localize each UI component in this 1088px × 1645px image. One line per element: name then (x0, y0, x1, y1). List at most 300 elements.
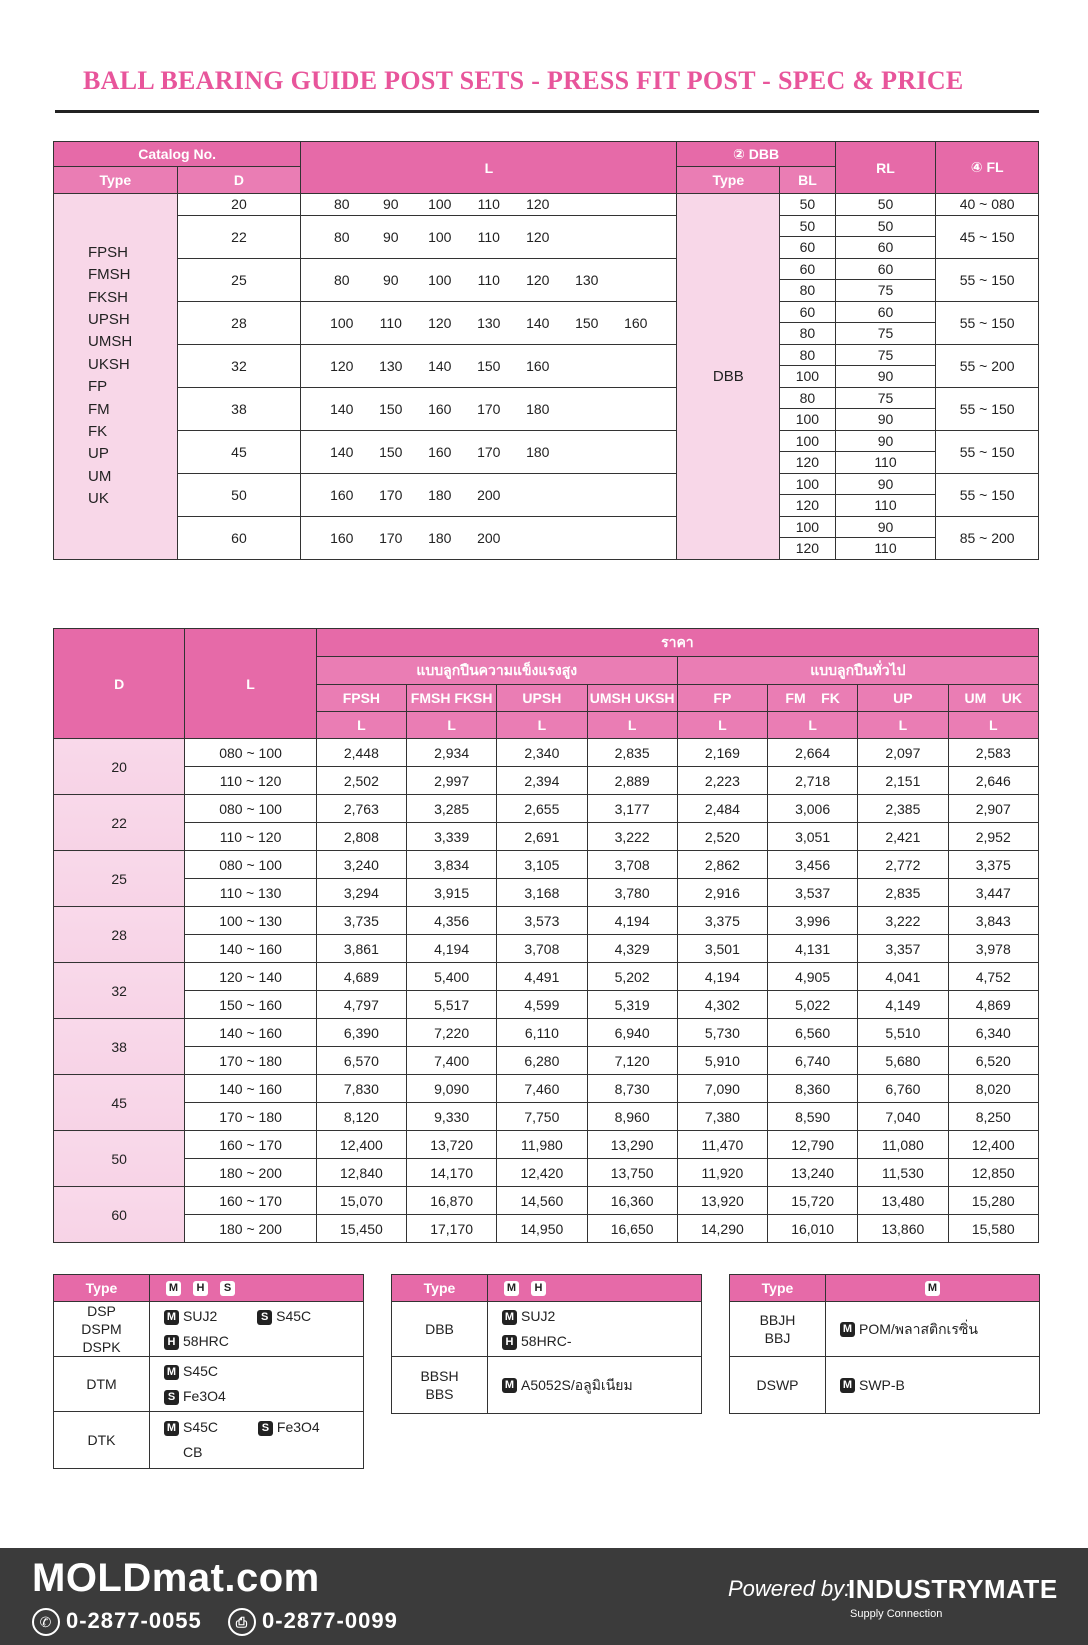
d-value: 25 (177, 258, 301, 301)
price-cell: 13,860 (858, 1215, 948, 1243)
rl-value: 60 (835, 258, 936, 280)
hardness: 58HRC (183, 1333, 229, 1349)
footer-bar (0, 1548, 1088, 1645)
price-cell: 8,250 (948, 1103, 1039, 1131)
price-cell: 5,730 (677, 1019, 767, 1047)
price-cell: 11,980 (497, 1131, 587, 1159)
price-cell: 7,120 (587, 1047, 677, 1075)
price-d-value: 32 (54, 963, 185, 1019)
price-cell: 6,390 (316, 1019, 406, 1047)
price-cell: 15,280 (948, 1187, 1039, 1215)
d-value: 20 (177, 194, 301, 216)
price-l-range: 140 ~ 160 (185, 935, 316, 963)
price-cell: 8,960 (587, 1103, 677, 1131)
material: S45C (276, 1308, 312, 1324)
fl-value: 40 ~ 080 (936, 194, 1039, 216)
price-cell: 3,456 (768, 851, 858, 879)
rl-value: 50 (835, 194, 936, 216)
price-cell: 2,520 (677, 823, 767, 851)
price-row (54, 935, 1039, 963)
price-cell: 3,339 (407, 823, 497, 851)
l-value: 180 (428, 529, 452, 546)
type-code: FKSH (88, 288, 129, 306)
l-value: 100 (330, 314, 354, 331)
price-row (54, 1019, 1039, 1047)
l-value: 120 (526, 228, 550, 245)
price-l-range: 150 ~ 160 (185, 991, 316, 1019)
price-cell: 3,051 (768, 823, 858, 851)
spec-row (54, 301, 1039, 323)
m-badge-icon: M (840, 1322, 855, 1337)
price-row (54, 879, 1039, 907)
l-value: 160 (428, 400, 452, 417)
price-cell: 3,177 (587, 795, 677, 823)
catalog-no-header: Catalog No. (54, 142, 301, 167)
bl-value: 80 (780, 344, 836, 366)
m3-row1-spec (826, 1302, 1040, 1357)
material: SUJ2 (183, 1308, 218, 1324)
industrymate-tagline: Supply Connection (850, 1608, 943, 1620)
price-sub-header: L (858, 712, 948, 739)
l-value: 120 (526, 271, 550, 288)
price-l-range: 080 ~ 100 (185, 851, 316, 879)
price-cell: 3,168 (497, 879, 587, 907)
price-l-range: 180 ~ 200 (185, 1159, 316, 1187)
price-cell: 8,120 (316, 1103, 406, 1131)
price-cell: 3,105 (497, 851, 587, 879)
bl-value: 60 (780, 301, 836, 323)
price-cell: 2,862 (677, 851, 767, 879)
l-value: 80 (333, 196, 350, 213)
m3-badges (826, 1275, 1040, 1302)
price-cell: 4,302 (677, 991, 767, 1019)
spec-row (54, 430, 1039, 452)
price-cell: 8,020 (948, 1075, 1039, 1103)
price-l-range: 110 ~ 120 (185, 823, 316, 851)
l-values (301, 430, 677, 473)
price-cell: 3,375 (948, 851, 1039, 879)
price-cell: 7,750 (497, 1103, 587, 1131)
fl-value: 55 ~ 150 (936, 258, 1039, 301)
price-cell: 13,920 (677, 1187, 767, 1215)
price-cell: 9,090 (407, 1075, 497, 1103)
price-l-range: 170 ~ 180 (185, 1047, 316, 1075)
price-cell: 4,905 (768, 963, 858, 991)
price-cell: 2,583 (948, 739, 1039, 767)
l-value: 160 (428, 443, 452, 460)
price-cell: 5,910 (677, 1047, 767, 1075)
price-cell: 15,580 (948, 1215, 1039, 1243)
bl-value: 100 (780, 516, 836, 538)
l-value: 80 (333, 228, 350, 245)
type-code: FM (88, 400, 110, 418)
price-sub-header: L (677, 712, 767, 739)
price-cell: 4,149 (858, 991, 948, 1019)
material: POM/พลาสติกเรซิ่น (859, 1320, 978, 1337)
l-value: 80 (333, 271, 350, 288)
price-d-value: 45 (54, 1075, 185, 1131)
price-l-range: 160 ~ 170 (185, 1187, 316, 1215)
price-cell: 13,290 (587, 1131, 677, 1159)
m1-row3-spec (150, 1412, 364, 1469)
price-l-header: L (185, 629, 316, 739)
price-l-range: 140 ~ 160 (185, 1019, 316, 1047)
price-l-range: 110 ~ 130 (185, 879, 316, 907)
type-code: UK (88, 490, 109, 508)
price-cell: 2,691 (497, 823, 587, 851)
rl-value: 60 (835, 237, 936, 259)
dbb-type-header: Type (677, 167, 780, 194)
price-cell: 5,319 (587, 991, 677, 1019)
price-row (54, 851, 1039, 879)
price-cell: 11,920 (677, 1159, 767, 1187)
bl-header: BL (780, 167, 836, 194)
surface: Fe3O4 (183, 1388, 226, 1404)
m-badge-icon: M (502, 1310, 517, 1325)
bl-value: 80 (780, 387, 836, 409)
l-values (301, 194, 677, 216)
l-value: 90 (382, 271, 399, 288)
rl-value: 110 (835, 538, 936, 560)
price-cell: 2,502 (316, 767, 406, 795)
m3-type-header: Type (730, 1275, 826, 1302)
rl-value: 90 (835, 409, 936, 431)
rl-value: 75 (835, 387, 936, 409)
type-code: UKSH (88, 355, 130, 373)
price-header: ราคา (316, 629, 1038, 657)
price-row (54, 1047, 1039, 1075)
price-cell: 2,448 (316, 739, 406, 767)
price-col-header: UM UK (948, 685, 1039, 712)
spec-row (54, 258, 1039, 280)
l-value: 130 (477, 314, 501, 331)
price-l-range: 140 ~ 160 (185, 1075, 316, 1103)
price-cell: 3,294 (316, 879, 406, 907)
m1-type-header: Type (54, 1275, 150, 1302)
price-row (54, 907, 1039, 935)
l-values (301, 516, 677, 559)
l-value: 90 (382, 228, 399, 245)
l-value: 120 (330, 357, 354, 374)
price-cell: 14,290 (677, 1215, 767, 1243)
l-value: 170 (379, 529, 403, 546)
dbb-type-value: DBB (677, 194, 780, 560)
price-cell: 3,285 (407, 795, 497, 823)
price-cell: 7,040 (858, 1103, 948, 1131)
price-cell: 2,646 (948, 767, 1039, 795)
rl-value: 75 (835, 323, 936, 345)
price-cell: 4,329 (587, 935, 677, 963)
price-cell: 5,680 (858, 1047, 948, 1075)
price-row (54, 739, 1039, 767)
price-row (54, 1131, 1039, 1159)
price-col-header: FPSH (316, 685, 406, 712)
price-row (54, 1103, 1039, 1131)
price-table (53, 628, 1039, 1243)
price-cell: 2,934 (407, 739, 497, 767)
m1-row2-spec (150, 1357, 364, 1412)
price-row (54, 767, 1039, 795)
price-cell: 4,194 (587, 907, 677, 935)
rl-value: 75 (835, 344, 936, 366)
bl-value: 120 (780, 452, 836, 474)
price-cell: 2,835 (858, 879, 948, 907)
price-cell: 6,570 (316, 1047, 406, 1075)
s-badge-icon: S (257, 1310, 272, 1325)
price-cell: 3,501 (677, 935, 767, 963)
price-cell: 16,650 (587, 1215, 677, 1243)
m-badge-icon: M (166, 1281, 181, 1296)
bl-value: 60 (780, 237, 836, 259)
l-value: 90 (382, 196, 399, 213)
price-d-value: 50 (54, 1131, 185, 1187)
l-value: 120 (526, 196, 550, 213)
l-values (301, 387, 677, 430)
price-cell: 4,194 (407, 935, 497, 963)
price-cell: 9,330 (407, 1103, 497, 1131)
price-cell: 12,790 (768, 1131, 858, 1159)
l-value: 170 (477, 400, 501, 417)
phone-number[interactable]: 0-2877-0055 (66, 1608, 202, 1633)
price-cell: 2,664 (768, 739, 858, 767)
surface-note: CB (183, 1444, 203, 1460)
d-header: D (177, 167, 301, 194)
price-cell: 6,520 (948, 1047, 1039, 1075)
price-l-range: 160 ~ 170 (185, 1131, 316, 1159)
price-d-value: 38 (54, 1019, 185, 1075)
m1-row3-type: DTK (54, 1412, 150, 1469)
price-d-value: 22 (54, 795, 185, 851)
price-l-range: 170 ~ 180 (185, 1103, 316, 1131)
material-table-1 (53, 1274, 364, 1469)
price-col-header: FP (677, 685, 767, 712)
l-value: 180 (526, 400, 550, 417)
group-normal-header: แบบลูกปืนทั่วไป (677, 657, 1038, 685)
price-cell: 3,573 (497, 907, 587, 935)
l-header: L (301, 142, 677, 194)
l-value: 120 (428, 314, 452, 331)
type-code: UMSH (88, 333, 133, 351)
price-sub-header: L (497, 712, 587, 739)
bl-value: 80 (780, 323, 836, 345)
s-badge-icon: S (220, 1281, 235, 1296)
price-cell: 3,006 (768, 795, 858, 823)
price-cell: 13,720 (407, 1131, 497, 1159)
material: S45C (183, 1419, 219, 1435)
price-cell: 11,470 (677, 1131, 767, 1159)
price-row (54, 963, 1039, 991)
m-badge-icon: M (164, 1365, 179, 1380)
m-badge-icon: M (925, 1281, 940, 1296)
m2-row2-type: BBSH BBS (392, 1357, 488, 1414)
price-cell: 2,772 (858, 851, 948, 879)
price-cell: 4,689 (316, 963, 406, 991)
price-cell: 6,280 (497, 1047, 587, 1075)
fl-value: 85 ~ 200 (936, 516, 1039, 559)
rl-value: 50 (835, 215, 936, 237)
m-badge-icon: M (504, 1281, 519, 1296)
price-cell: 13,750 (587, 1159, 677, 1187)
price-cell: 12,400 (316, 1131, 406, 1159)
m1-row1-type: DSP DSPM DSPK (54, 1302, 150, 1357)
price-cell: 3,780 (587, 879, 677, 907)
price-cell: 2,997 (407, 767, 497, 795)
h-badge-icon: H (193, 1281, 208, 1296)
price-cell: 6,740 (768, 1047, 858, 1075)
m3-row2-type: DSWP (730, 1357, 826, 1414)
l-values (301, 301, 677, 344)
rl-value: 110 (835, 452, 936, 474)
price-cell: 7,220 (407, 1019, 497, 1047)
price-col-header: UPSH (497, 685, 587, 712)
d-value: 60 (177, 516, 301, 559)
l-value: 170 (477, 443, 501, 460)
spec-row (54, 215, 1039, 237)
price-cell: 4,491 (497, 963, 587, 991)
price-l-range: 110 ~ 120 (185, 767, 316, 795)
contact-info (32, 1608, 398, 1636)
price-cell: 3,708 (497, 935, 587, 963)
type-code: FPSH (88, 243, 129, 261)
price-cell: 3,222 (858, 907, 948, 935)
price-cell: 13,480 (858, 1187, 948, 1215)
price-cell: 3,978 (948, 935, 1039, 963)
l-value: 110 (379, 314, 402, 331)
h-badge-icon: H (531, 1281, 546, 1296)
price-cell: 12,420 (497, 1159, 587, 1187)
price-cell: 12,400 (948, 1131, 1039, 1159)
price-cell: 4,599 (497, 991, 587, 1019)
l-value: 160 (526, 357, 550, 374)
price-cell: 2,916 (677, 879, 767, 907)
price-col-header: FM FK (768, 685, 858, 712)
l-value: 130 (575, 271, 599, 288)
d-value: 38 (177, 387, 301, 430)
price-cell: 3,357 (858, 935, 948, 963)
price-cell: 3,861 (316, 935, 406, 963)
l-value: 170 (379, 486, 403, 503)
m-badge-icon: M (502, 1378, 517, 1393)
price-cell: 4,041 (858, 963, 948, 991)
l-value: 110 (477, 228, 500, 245)
fl-value: 55 ~ 150 (936, 473, 1039, 516)
l-value: 140 (330, 443, 354, 460)
l-value: 150 (379, 400, 403, 417)
price-cell: 16,870 (407, 1187, 497, 1215)
bl-value: 120 (780, 538, 836, 560)
price-row (54, 1075, 1039, 1103)
price-cell: 15,070 (316, 1187, 406, 1215)
bl-value: 100 (780, 409, 836, 431)
price-cell: 4,869 (948, 991, 1039, 1019)
price-row (54, 1187, 1039, 1215)
h-badge-icon: H (502, 1335, 517, 1350)
fl-value: 55 ~ 150 (936, 387, 1039, 430)
l-value: 160 (330, 529, 354, 546)
bl-value: 120 (780, 495, 836, 517)
m-badge-icon: M (164, 1310, 179, 1325)
fl-value: 55 ~ 200 (936, 344, 1039, 387)
rl-value: 90 (835, 366, 936, 388)
spec-row (54, 387, 1039, 409)
price-cell: 3,222 (587, 823, 677, 851)
rl-header: RL (835, 142, 936, 194)
m1-row1-spec (150, 1302, 364, 1357)
price-d-value: 60 (54, 1187, 185, 1243)
bl-value: 100 (780, 430, 836, 452)
l-value: 150 (477, 357, 501, 374)
rl-value: 75 (835, 280, 936, 302)
price-cell: 2,340 (497, 739, 587, 767)
price-cell: 6,110 (497, 1019, 587, 1047)
price-cell: 2,223 (677, 767, 767, 795)
price-cell: 11,530 (858, 1159, 948, 1187)
price-cell: 3,843 (948, 907, 1039, 935)
l-value: 100 (428, 271, 452, 288)
price-cell: 3,240 (316, 851, 406, 879)
industrymate-logo[interactable]: INDUSTRYMATE (848, 1574, 1058, 1604)
price-cell: 5,510 (858, 1019, 948, 1047)
l-values (301, 473, 677, 516)
m-badge-icon: M (164, 1421, 179, 1436)
type-code: UP (88, 445, 109, 463)
price-cell: 5,517 (407, 991, 497, 1019)
price-cell: 7,400 (407, 1047, 497, 1075)
price-cell: 6,340 (948, 1019, 1039, 1047)
price-cell: 16,360 (587, 1187, 677, 1215)
m3-row1-type: BBJH BBJ (730, 1302, 826, 1357)
fax-icon: ⎙ (228, 1608, 256, 1636)
price-cell: 6,560 (768, 1019, 858, 1047)
l-value: 130 (379, 357, 403, 374)
price-d-header: D (54, 629, 185, 739)
price-cell: 2,385 (858, 795, 948, 823)
price-cell: 3,537 (768, 879, 858, 907)
price-cell: 4,131 (768, 935, 858, 963)
page-title: BALL BEARING GUIDE POST SETS - PRESS FIT POST - SPEC & PRICE (83, 66, 964, 95)
price-cell: 2,763 (316, 795, 406, 823)
m1-badges (150, 1275, 364, 1302)
price-cell: 4,356 (407, 907, 497, 935)
price-cell: 5,400 (407, 963, 497, 991)
price-col-header: FMSH FKSH (407, 685, 497, 712)
fax-number: 0-2877-0099 (262, 1608, 398, 1633)
rl-value: 110 (835, 495, 936, 517)
material: S45C (183, 1363, 219, 1379)
price-sub-header: L (948, 712, 1039, 739)
l-value: 100 (428, 196, 452, 213)
price-row (54, 991, 1039, 1019)
brand-logo[interactable]: MOLDmat.com (32, 1556, 320, 1600)
price-d-value: 25 (54, 851, 185, 907)
material-table-2 (391, 1274, 702, 1414)
bl-value: 50 (780, 215, 836, 237)
price-cell: 14,170 (407, 1159, 497, 1187)
l-values (301, 344, 677, 387)
price-l-range: 100 ~ 130 (185, 907, 316, 935)
price-cell: 2,097 (858, 739, 948, 767)
price-cell: 5,202 (587, 963, 677, 991)
price-cell: 15,720 (768, 1187, 858, 1215)
price-cell: 5,022 (768, 991, 858, 1019)
spec-row (54, 344, 1039, 366)
m2-row1-type: DBB (392, 1302, 488, 1357)
l-value: 200 (477, 529, 501, 546)
l-value: 160 (330, 486, 354, 503)
l-value: 180 (428, 486, 452, 503)
price-cell: 2,484 (677, 795, 767, 823)
material: A5052S/อลูมิเนียม (521, 1376, 633, 1393)
